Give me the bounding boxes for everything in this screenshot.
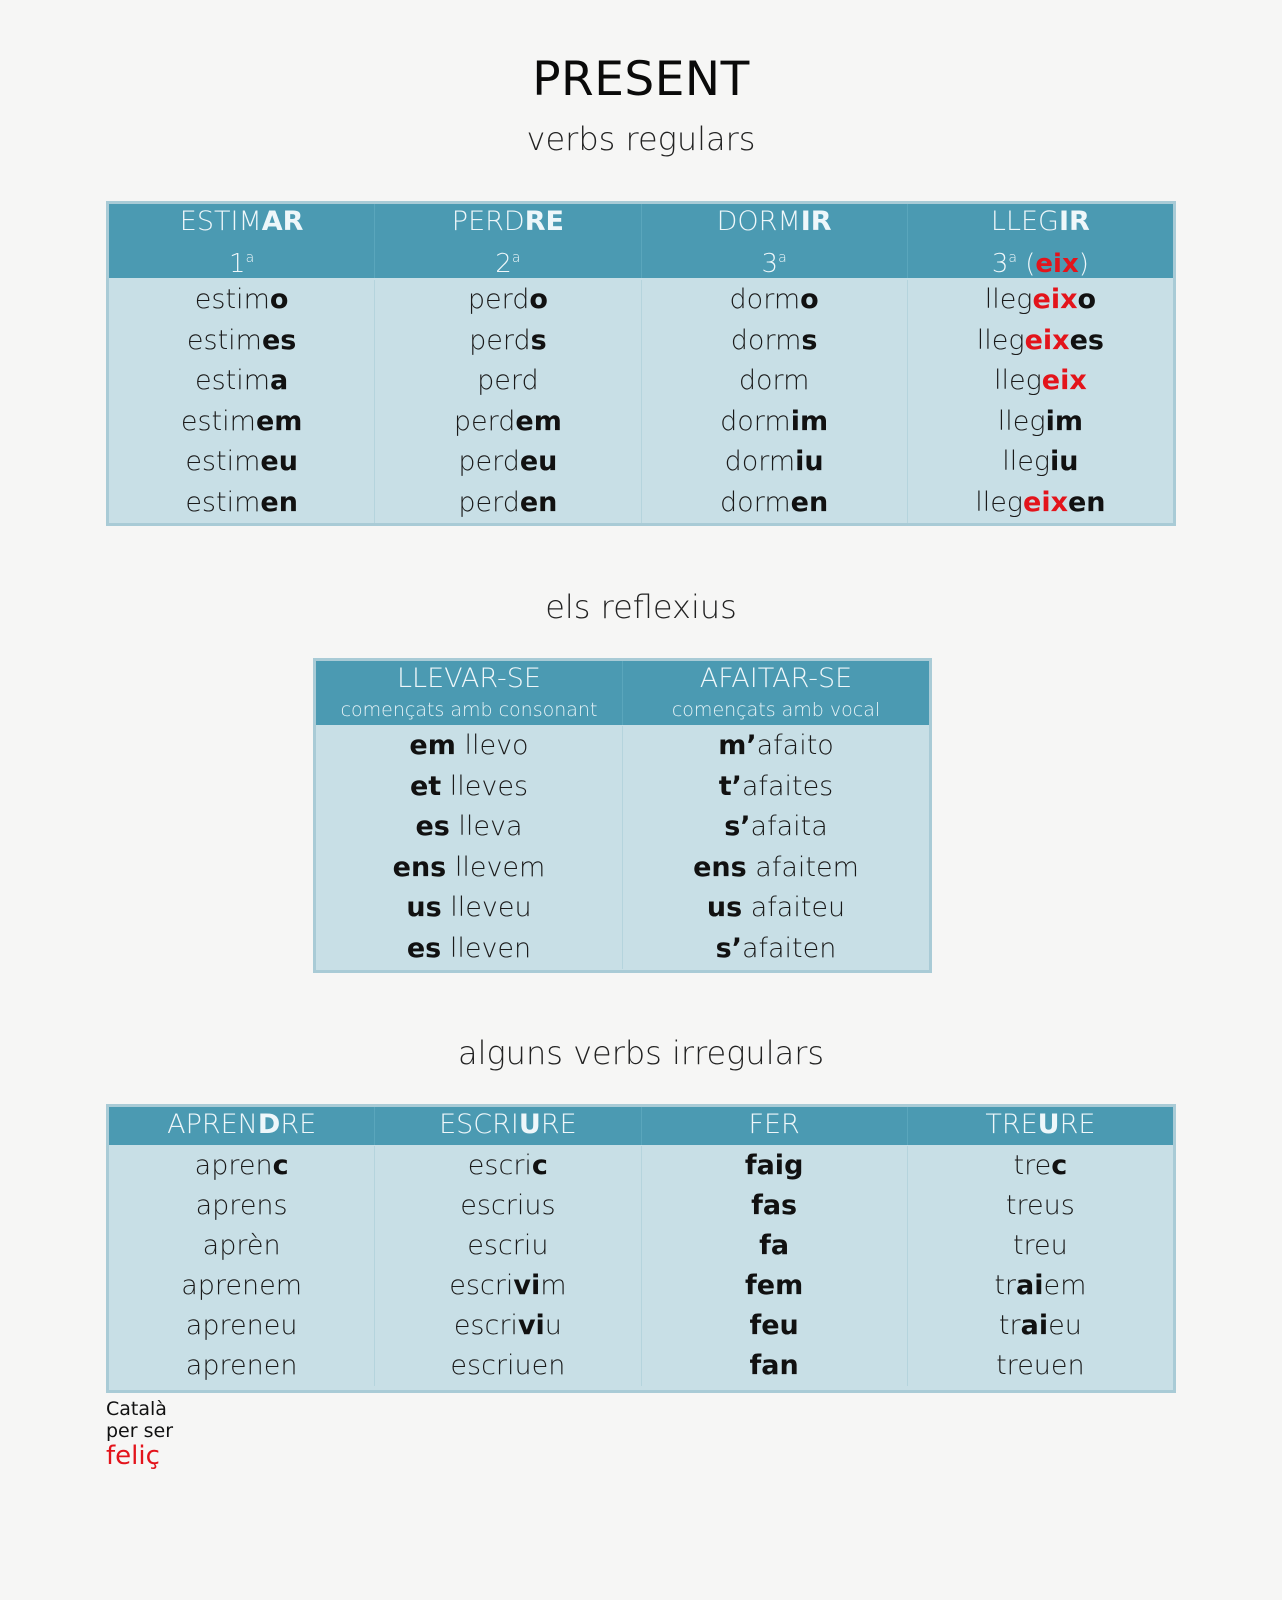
irregular-form <box>642 1306 907 1346</box>
form-part: m <box>540 1270 567 1301</box>
conjugation-number: 3 <box>991 249 1009 279</box>
form-part: tr <box>994 1270 1017 1301</box>
reflexive-verb-form: lleveu <box>450 892 532 923</box>
conjugation-number: 3 <box>761 249 779 279</box>
reflexive-pronoun: s’ <box>724 811 751 842</box>
form-stem: dorm <box>738 365 810 396</box>
form-stem: dorm <box>724 446 796 477</box>
irregular-form <box>908 1346 1173 1386</box>
form-part: escri <box>453 1310 518 1341</box>
reflexive-column-header <box>316 661 622 725</box>
form-ending: o <box>800 284 819 315</box>
reflexive-verb-form: llevo <box>464 730 529 761</box>
conjugated-form <box>642 442 907 483</box>
form-ending: im <box>1045 405 1083 437</box>
pronoun-separator <box>441 933 450 964</box>
infinitive-highlight: U <box>518 1109 541 1140</box>
form-highlight: ai <box>1020 1310 1049 1341</box>
reflexive-form <box>623 807 929 848</box>
reflexive-verb-name: LLEVAR-SE <box>397 663 541 694</box>
verb-infinitive <box>109 204 374 240</box>
reflexive-pronoun: us <box>706 892 743 923</box>
page-title: PRESENT <box>532 52 750 107</box>
reflexive-form <box>623 726 929 767</box>
reflexive-pronoun: m’ <box>718 730 757 761</box>
reflexive-verb-form: llevem <box>454 851 546 883</box>
form-stem: estim <box>185 446 261 477</box>
reflexive-pronoun: es <box>415 811 450 842</box>
form-ending: en <box>790 486 829 518</box>
form-ending: s <box>530 324 547 356</box>
reflexive-column-header <box>622 661 929 725</box>
form-ending: o <box>269 284 289 315</box>
conjugation-ordinal: a <box>778 250 787 266</box>
irregular-form <box>109 1346 374 1386</box>
reflexive-verb-note: començats amb vocal <box>671 699 881 721</box>
irregular-form <box>642 1186 907 1226</box>
regular-column-header <box>907 204 1173 278</box>
reflexive-pronoun: t’ <box>718 770 742 802</box>
form-stem: dorm <box>730 324 802 356</box>
form-part: em <box>1043 1270 1087 1301</box>
reflexive-verb-form: lleves <box>449 770 529 802</box>
form-stem: lleg <box>997 405 1046 437</box>
conjugated-form <box>375 442 640 483</box>
form-ending: s <box>801 324 818 356</box>
form-infix: eix <box>1041 365 1087 396</box>
form-part: escri <box>467 1150 532 1181</box>
infinitive-part: RE <box>280 1109 317 1140</box>
irregular-form <box>908 1146 1173 1186</box>
reflexive-column <box>622 726 929 969</box>
reflexive-verb-form: lleven <box>449 932 532 964</box>
conjugation-ordinal: a <box>511 250 521 266</box>
form-stem: perd <box>469 324 531 356</box>
conjugated-form <box>109 483 374 524</box>
pronoun-separator <box>742 892 751 923</box>
reflexive-verb-form: afaito <box>756 730 834 761</box>
reflexive-verb-form: afaitem <box>755 851 859 883</box>
irregular-infinitive <box>375 1107 640 1143</box>
form-ending: es <box>261 324 297 356</box>
form-stem: estim <box>194 365 271 396</box>
form-part: aprenen <box>185 1350 298 1381</box>
reflexive-form <box>316 767 622 808</box>
catala-per-ser-felic-logo <box>106 1398 173 1470</box>
reflexive-verb-form: afaita <box>750 811 828 842</box>
conjugated-form <box>908 321 1173 362</box>
form-ending: a <box>270 365 289 396</box>
reflexive-form <box>316 807 622 848</box>
irregular-form <box>109 1306 374 1346</box>
page-subtitle: verbs regulars <box>526 120 756 158</box>
form-part: aprenem <box>181 1270 303 1301</box>
pronoun-separator <box>446 852 455 883</box>
irregular-infinitive <box>109 1107 374 1143</box>
conjugation-infix: eix <box>1035 249 1079 279</box>
logo-line-1: Català <box>106 1398 167 1420</box>
pronoun-separator <box>442 892 451 923</box>
reflexive-column <box>316 726 622 969</box>
irregular-form <box>908 1226 1173 1266</box>
reflexive-pronoun: us <box>406 892 442 923</box>
form-stem: perd <box>453 405 516 437</box>
form-part: apreneu <box>185 1310 298 1341</box>
irregular-form <box>109 1186 374 1226</box>
form-part: treu <box>1012 1230 1068 1261</box>
infinitive-part: RE <box>540 1109 577 1140</box>
infinitive-ending: AR <box>261 206 304 237</box>
verb-infinitive <box>908 204 1173 240</box>
regular-column <box>641 280 907 523</box>
form-stem: dorm <box>720 486 791 518</box>
verb-infinitive <box>642 204 907 240</box>
reflexive-verb-form: lleva <box>458 811 523 842</box>
form-stem: perd <box>477 365 539 396</box>
reflexive-form <box>316 929 622 970</box>
form-highlight: faig <box>744 1150 804 1181</box>
form-stem: estim <box>186 324 262 356</box>
reflexive-verbs-body <box>316 725 929 969</box>
reflexive-pronoun: em <box>409 730 456 761</box>
form-ending: eu <box>519 446 558 477</box>
form-stem: lleg <box>1002 446 1051 477</box>
conjugated-form <box>375 361 640 402</box>
regular-verbs-body <box>109 278 1173 523</box>
form-ending: em <box>515 405 562 437</box>
form-stem: lleg <box>976 324 1025 356</box>
logo-line-3: feliç <box>106 1441 160 1471</box>
form-highlight: fem <box>745 1270 804 1301</box>
reflexive-verbs-table <box>313 658 932 973</box>
conjugated-form <box>375 280 640 321</box>
irregular-infinitive <box>908 1107 1173 1143</box>
irregular-form <box>908 1266 1173 1306</box>
pronoun-separator <box>747 852 756 883</box>
reflexive-section-title: els reflexius <box>545 588 737 626</box>
form-part: escriu <box>467 1230 549 1261</box>
irregular-form <box>109 1226 374 1266</box>
irregular-form <box>375 1266 640 1306</box>
form-highlight: c <box>531 1150 548 1181</box>
logo-line-2: per ser <box>106 1420 174 1442</box>
reflexive-pronoun: ens <box>392 851 447 883</box>
irregular-column <box>109 1146 374 1386</box>
irregular-form <box>375 1226 640 1266</box>
form-highlight: vi <box>513 1270 541 1301</box>
infinitive-part: RE <box>1059 1109 1096 1140</box>
form-part: u <box>544 1310 562 1341</box>
form-ending: en <box>260 486 298 518</box>
regular-column-header <box>641 204 907 278</box>
reflexive-verb-form: afaiten <box>741 932 837 964</box>
form-highlight: ai <box>1016 1270 1044 1301</box>
reflexive-pronoun: es <box>406 932 442 964</box>
irregular-column-header <box>907 1107 1173 1145</box>
form-part: treus <box>1005 1190 1075 1221</box>
reflexive-verb-form: afaiteu <box>750 892 846 923</box>
irregular-form <box>642 1146 907 1186</box>
form-part: escri <box>449 1270 514 1301</box>
form-highlight: feu <box>749 1310 799 1341</box>
infinitive-ending: RE <box>524 206 564 237</box>
form-stem: estim <box>194 284 270 315</box>
irregular-section-title: alguns verbs irregulars <box>457 1034 825 1072</box>
conjugated-form <box>642 402 907 443</box>
reflexive-pronoun: s’ <box>715 932 742 964</box>
regular-column <box>907 280 1173 523</box>
form-stem: perd <box>458 486 520 518</box>
conjugated-form <box>908 483 1173 524</box>
form-highlight: c <box>1051 1150 1068 1181</box>
reflexive-form <box>623 929 929 970</box>
conjugated-form <box>642 483 907 524</box>
form-stem: dorm <box>720 405 791 437</box>
form-stem: lleg <box>993 365 1042 396</box>
form-infix: eix <box>1032 284 1078 315</box>
conjugated-form <box>908 280 1173 321</box>
conjugated-form <box>109 321 374 362</box>
infinitive-stem: PERD <box>451 206 525 237</box>
conjugation-label <box>642 240 907 282</box>
conjugation-label <box>109 240 374 282</box>
form-stem: estim <box>185 486 261 518</box>
regular-column-header <box>374 204 640 278</box>
form-infix: eix <box>1023 486 1068 518</box>
form-part: escrius <box>460 1190 556 1221</box>
irregular-column <box>907 1146 1173 1386</box>
form-ending: im <box>790 405 829 437</box>
reflexive-form <box>623 848 929 889</box>
form-ending: en <box>1068 486 1106 518</box>
regular-column <box>374 280 640 523</box>
conjugation-ordinal: a <box>245 250 255 266</box>
form-part: aprèn <box>202 1230 281 1261</box>
form-stem: dorm <box>729 284 801 315</box>
form-stem: perd <box>458 446 520 477</box>
form-stem: estim <box>180 405 256 437</box>
irregular-form <box>375 1146 640 1186</box>
form-highlight: fa <box>759 1230 790 1261</box>
form-highlight: fas <box>751 1190 798 1221</box>
form-part: tre <box>1013 1150 1052 1181</box>
irregular-form <box>375 1306 640 1346</box>
conjugated-form <box>109 361 374 402</box>
infinitive-part: FER <box>748 1109 800 1140</box>
infinitive-stem: DORM <box>716 206 801 237</box>
form-part: escriuen <box>450 1350 566 1381</box>
reflexive-form <box>623 767 929 808</box>
regular-verbs-header <box>109 204 1173 278</box>
irregular-form <box>375 1346 640 1386</box>
reflexive-verbs-header <box>316 661 929 725</box>
regular-column <box>109 280 374 523</box>
irregular-column-header <box>109 1107 374 1145</box>
form-part: aprens <box>195 1190 288 1221</box>
irregular-verbs-body <box>109 1145 1173 1386</box>
conjugation-number: 2 <box>495 249 512 279</box>
irregular-column <box>374 1146 640 1386</box>
form-infix: eix <box>1024 324 1070 356</box>
irregular-form <box>908 1306 1173 1346</box>
infinitive-ending: IR <box>800 206 832 237</box>
reflexive-form <box>623 888 929 929</box>
form-ending: em <box>255 405 303 437</box>
form-part: apren <box>194 1150 273 1181</box>
form-ending: iu <box>795 446 824 477</box>
irregular-form <box>642 1226 907 1266</box>
conjugated-form <box>375 321 640 362</box>
reflexive-pronoun: ens <box>693 851 747 883</box>
reflexive-verb-note: començats amb consonant <box>340 699 598 721</box>
conjugated-form <box>375 483 640 524</box>
reflexive-pronoun: et <box>409 770 442 802</box>
form-ending: o <box>529 284 548 315</box>
irregular-form <box>642 1266 907 1306</box>
form-stem: lleg <box>984 284 1033 315</box>
infinitive-ending: IR <box>1058 206 1090 237</box>
infinitive-part: ESCRI <box>439 1109 519 1140</box>
irregular-column-header <box>641 1107 907 1145</box>
form-ending: iu <box>1050 446 1079 477</box>
conjugated-form <box>642 361 907 402</box>
conjugated-form <box>908 442 1173 483</box>
irregular-infinitive <box>642 1107 907 1143</box>
form-ending: eu <box>260 446 298 477</box>
form-part: eu <box>1048 1310 1082 1341</box>
regular-verbs-table <box>106 201 1176 526</box>
conjugated-form <box>375 402 640 443</box>
infinitive-stem: ESTIM <box>179 206 262 237</box>
conjugation-label <box>908 240 1173 282</box>
form-stem: perd <box>467 284 530 315</box>
irregular-form <box>642 1346 907 1386</box>
pronoun-separator <box>441 771 450 802</box>
irregular-form <box>109 1266 374 1306</box>
form-part: tr <box>998 1310 1021 1341</box>
verb-infinitive <box>375 204 640 240</box>
conjugated-form <box>109 280 374 321</box>
conjugation-label <box>375 240 640 282</box>
reflexive-form <box>316 888 622 929</box>
reflexive-verb-name: AFAITAR-SE <box>699 663 853 694</box>
infinitive-stem: LLEG <box>990 206 1059 237</box>
conjugated-form <box>642 280 907 321</box>
irregular-form <box>109 1146 374 1186</box>
conjugated-form <box>109 442 374 483</box>
conjugated-form <box>908 361 1173 402</box>
form-highlight: vi <box>517 1310 545 1341</box>
form-ending: en <box>519 486 558 518</box>
form-highlight: c <box>272 1150 289 1181</box>
form-ending: es <box>1069 324 1104 356</box>
irregular-verbs-table <box>106 1104 1176 1393</box>
conjugation-ordinal: a <box>1008 250 1017 266</box>
infinitive-highlight: U <box>1037 1109 1060 1140</box>
irregular-form <box>908 1186 1173 1226</box>
infinitive-part: APREN <box>167 1109 258 1140</box>
infinitive-highlight: D <box>257 1109 281 1140</box>
irregular-verbs-header <box>109 1107 1173 1145</box>
form-part: treuen <box>996 1350 1085 1381</box>
conjugated-form <box>109 402 374 443</box>
reflexive-form <box>316 848 622 889</box>
reflexive-verb-form: afaites <box>741 770 834 802</box>
infinitive-part: TRE <box>985 1109 1038 1140</box>
conjugation-number: 1 <box>229 249 246 279</box>
form-stem: lleg <box>975 486 1024 518</box>
form-highlight: fan <box>749 1350 799 1381</box>
irregular-form <box>375 1186 640 1226</box>
regular-column-header <box>109 204 374 278</box>
conjugated-form <box>908 402 1173 443</box>
conjugation-paren-open: ( <box>1016 249 1036 279</box>
irregular-column-header <box>374 1107 640 1145</box>
conjugation-paren-close: ) <box>1078 249 1089 279</box>
conjugated-form <box>642 321 907 362</box>
reflexive-form <box>316 726 622 767</box>
irregular-column <box>641 1146 907 1386</box>
form-ending: o <box>1077 284 1097 315</box>
